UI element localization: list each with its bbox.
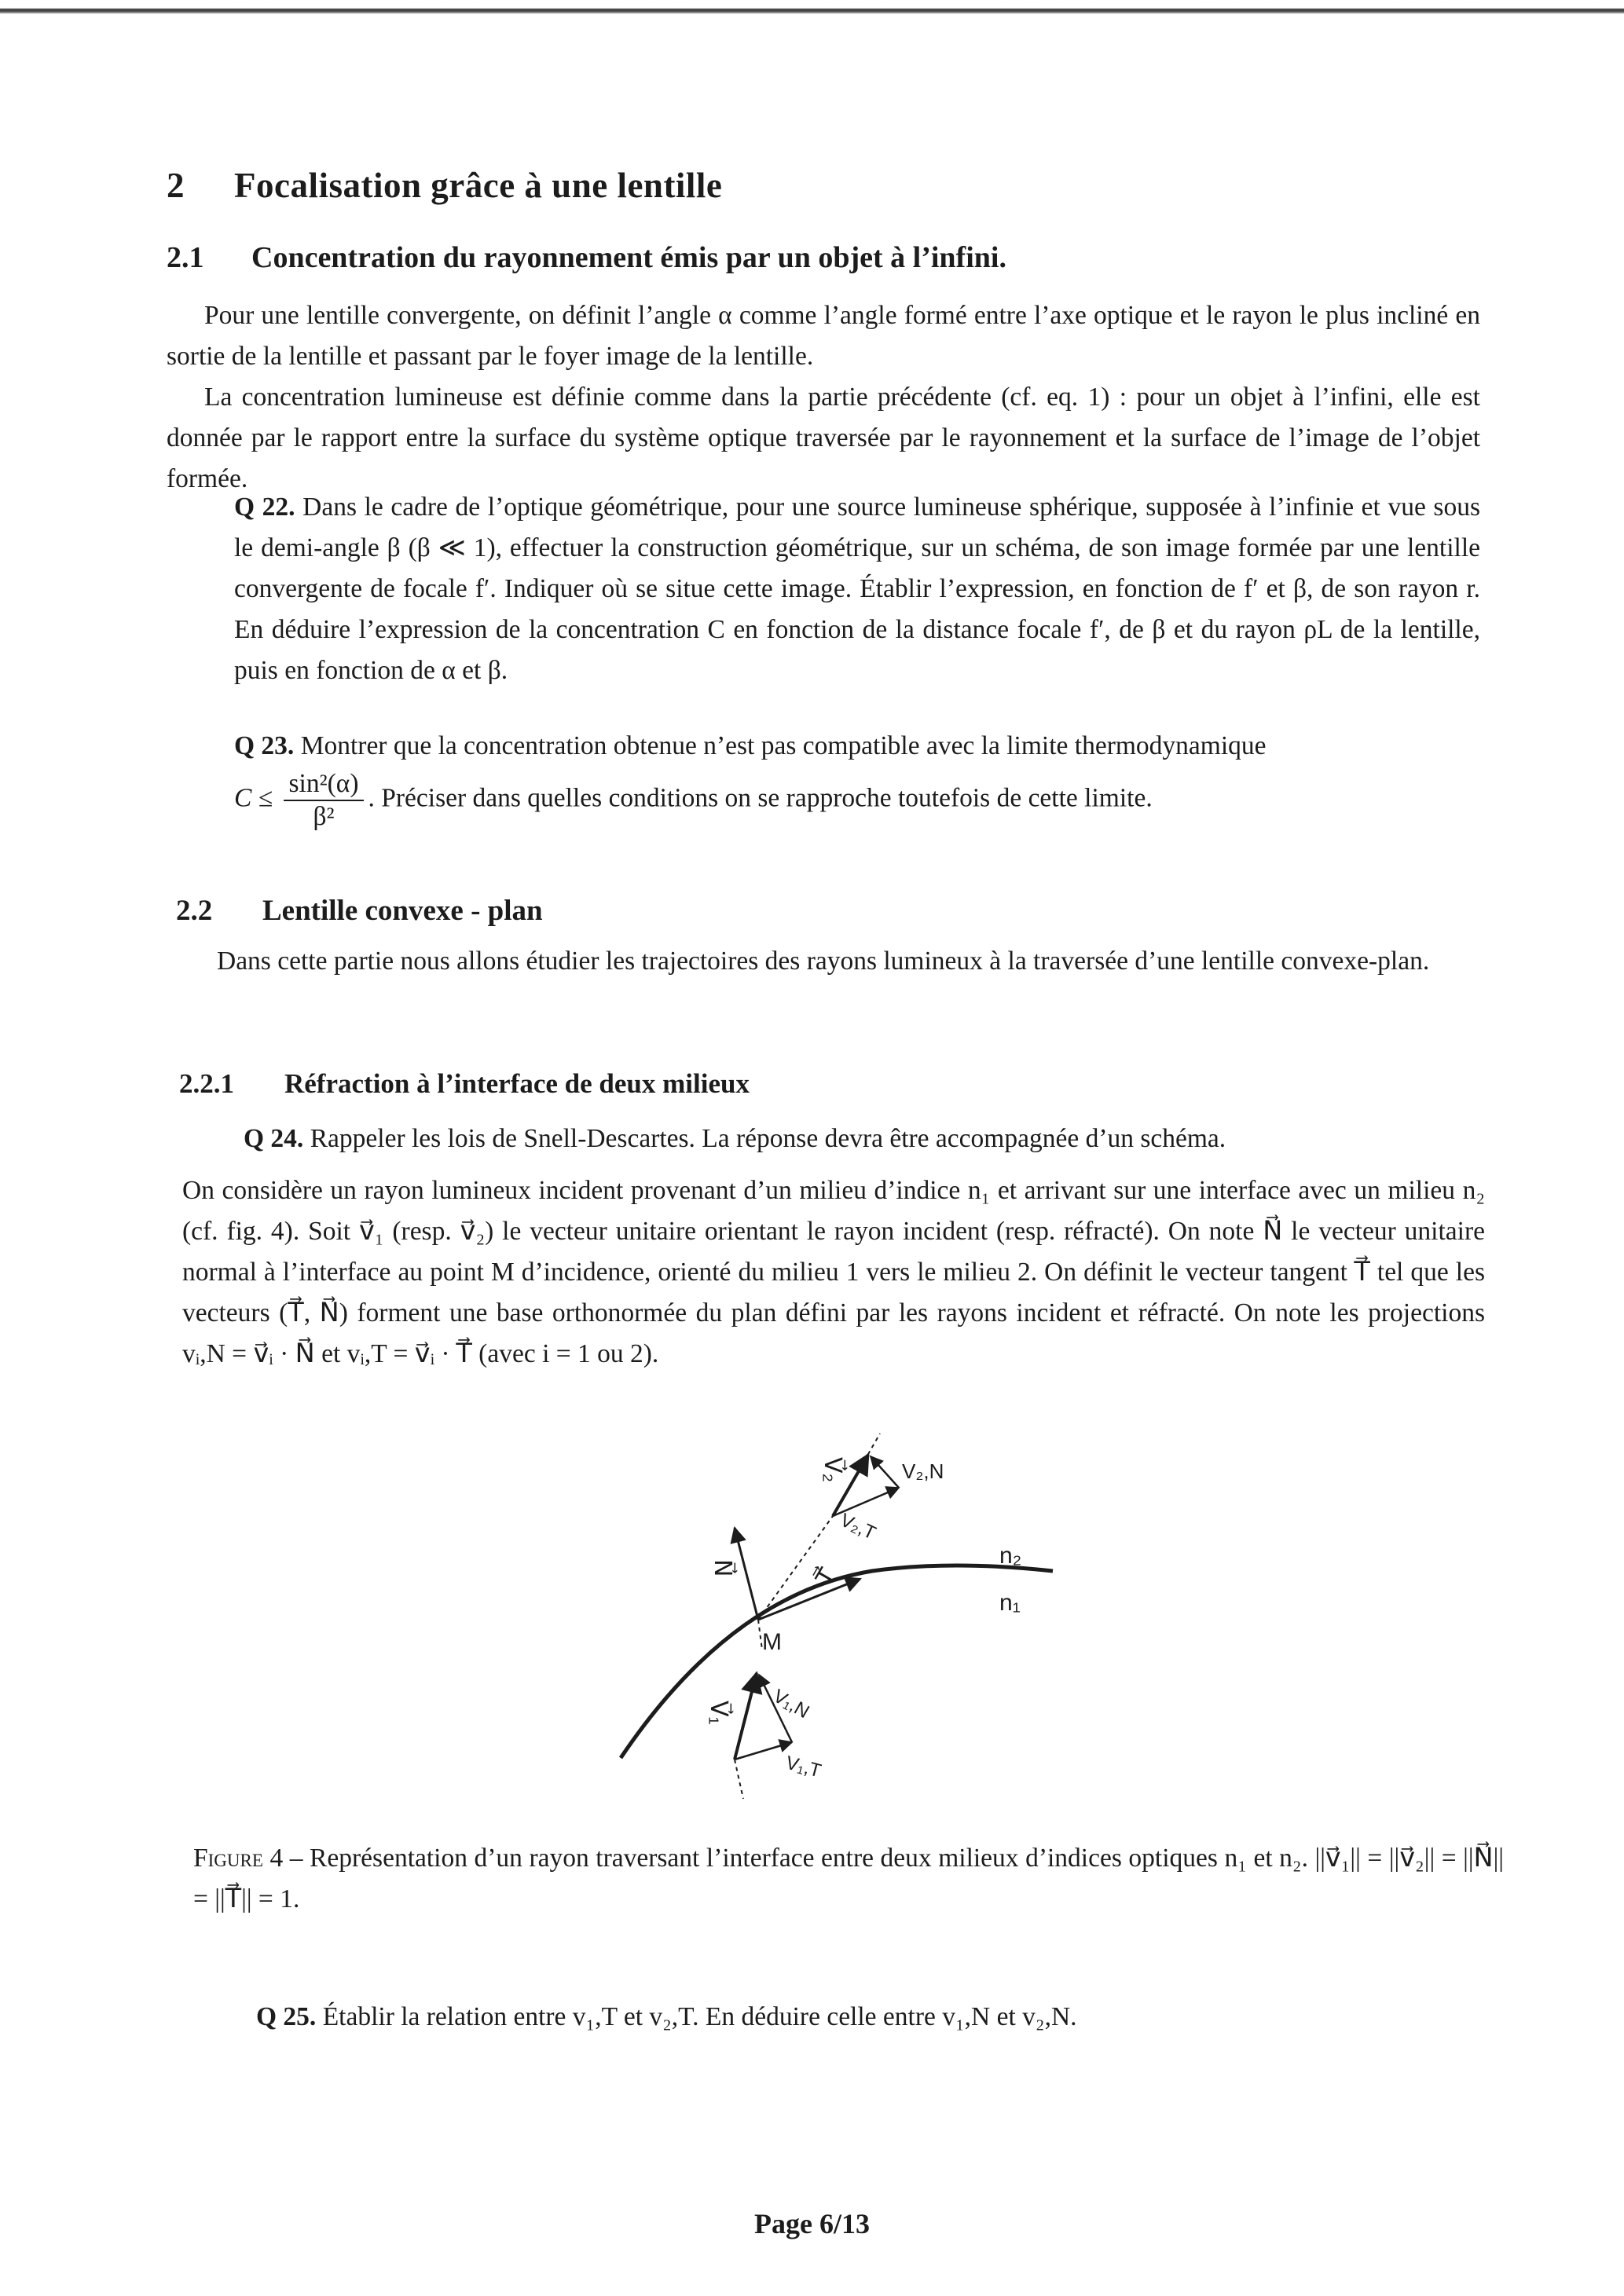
scan-top-edge	[0, 0, 1624, 16]
intro-paragraphs	[167, 295, 1480, 500]
label-M: M	[762, 1629, 782, 1655]
question-25	[256, 1997, 1498, 2038]
figure-4-refraction-diagram	[597, 1414, 1069, 1822]
question-24	[244, 1119, 1485, 1159]
caption-label: Figure 4	[193, 1844, 284, 1873]
paragraph-setup: On considère un rayon lumineux incident provenant d’un milieu d’indice n₁ et arrivant sur une interface avec un milieu n₂ (cf. fig. 4). Soit v⃗₁ (resp. v⃗₂) le vecteur unitaire orientant le rayon incident (resp. réfracté). On note N⃗ le vecteur unitaire normal à l’interface au point M d’incidence, orienté du milieu 1 vers le milieu 2. On définit le vecteur tangent T⃗ tel que les vecteurs (T⃗, N⃗) forment une base orthonormée du plan défini par les rayons incident et réfracté. On note les projections vᵢ,N = v⃗ᵢ · N⃗ et vᵢ,T = v⃗ᵢ · T⃗ (avec i = 1 ou 2).	[182, 1176, 1485, 1368]
label-v1T: V₁,T	[783, 1752, 824, 1782]
label-N: N⃗	[709, 1559, 735, 1577]
question-text-continued: . Préciser dans quelles conditions on se rapproche toutefois de cette limite.	[368, 783, 1153, 813]
vector-v1T	[735, 1742, 792, 1760]
label-v2T: V₂,T	[837, 1509, 879, 1544]
subsubsection-heading	[179, 1068, 750, 1100]
question-22	[234, 487, 1480, 691]
question-label: Q 24.	[244, 1124, 304, 1153]
inequality-lhs: C ≤	[234, 783, 273, 813]
label-n2: n₂	[999, 1543, 1022, 1569]
section-number: 2	[167, 166, 185, 205]
question-23	[234, 727, 1480, 833]
intro-lens	[179, 941, 1480, 982]
label-n1: n₁	[999, 1590, 1021, 1616]
label-v1: V⃗₁	[706, 1701, 731, 1725]
incident-ray-tail	[735, 1760, 743, 1799]
subsection-title: Concentration du rayonnement émis par un objet à l’infini.	[251, 241, 1006, 274]
question-text: Montrer que la concentration obtenue n’est pas compatible avec la limite thermodynamique	[300, 731, 1267, 760]
subsection-heading	[176, 894, 543, 928]
caption-dash: –	[283, 1844, 310, 1873]
figure-4-caption	[193, 1838, 1504, 1920]
fraction-denominator: β²	[313, 802, 335, 831]
vector-v1	[735, 1673, 757, 1760]
question-label: Q 22.	[234, 493, 295, 522]
interface-curve	[621, 1565, 1053, 1758]
page-number: Page 6/13	[754, 2208, 870, 2239]
vector-v2N	[871, 1456, 899, 1488]
question-label: Q 23.	[234, 731, 295, 760]
label-v2: V⃗₂	[819, 1457, 845, 1483]
section-title: Focalisation grâce à une lentille	[234, 166, 723, 205]
question-label: Q 25.	[256, 2002, 317, 2031]
subsubsection-number: 2.2.1	[179, 1068, 234, 1099]
label-v2N: V₂,N	[902, 1459, 944, 1483]
fraction-numerator: sin²(α)	[284, 768, 363, 801]
subsection-heading	[167, 240, 1006, 275]
label-T: T⃗	[811, 1564, 841, 1590]
label-v1N: V₁,N	[769, 1685, 813, 1723]
paragraph-lens: Dans cette partie nous allons étudier les trajectoires des rayons lumineux à la traversée d’une lentille convexe-plan.	[217, 947, 1430, 976]
subsubsection-title: Réfraction à l’interface de deux milieux	[284, 1068, 750, 1099]
section-heading	[167, 165, 722, 206]
question-text: Rappeler les lois de Snell-Descartes. La réponse devra être accompagnée d’un schéma.	[310, 1124, 1226, 1153]
normal-vector-N	[735, 1528, 758, 1620]
fraction	[284, 768, 363, 833]
paragraph-alpha-definition: Pour une lentille convergente, on définit l’angle α comme l’angle formé entre l’axe optique et le rayon le plus incliné en sortie de la lentille et passant par le foyer image de la lentille.	[167, 301, 1480, 371]
paragraph-concentration: La concentration lumineuse est définie comme dans la partie précédente (cf. eq. 1) : pour un objet à l’infini, elle est donnée par le rapport entre la surface du système optique traversée par le rayonnement et la surface de l’image de l’objet formée.	[167, 383, 1480, 493]
subsection-title: Lentille convexe - plan	[262, 895, 543, 927]
subsection-number: 2.2	[176, 895, 213, 927]
snell-descartes-setup	[182, 1170, 1485, 1375]
caption-text: Représentation d’un rayon traversant l’interface entre deux milieux d’indices optiques n₁ et n₂. ||v⃗₁|| = ||v⃗₂|| = ||N⃗|| = ||T⃗|| = 1.	[193, 1844, 1505, 1913]
subsection-number: 2.1	[167, 241, 204, 274]
question-text: Établir la relation entre v₁,T et v₂,T. En déduire celle entre v₁,N et v₂,N.	[322, 2002, 1077, 2031]
question-text: Dans le cadre de l’optique géométrique, pour une source lumineuse sphérique, supposée à l’infinie et vue sous le demi-angle β (β ≪ 1), effectuer la construction géométrique, sur un schéma, de son image formée par une lentille convergente de focale f′. Indiquer où se situe cette image. Établir l’expression, en fonction de f′ et β, de son rayon r. En déduire l’expression de la concentration C en fonction de la distance focale f′, de β et du rayon ρL de la lentille, puis en fonction de α et β.	[234, 493, 1481, 685]
